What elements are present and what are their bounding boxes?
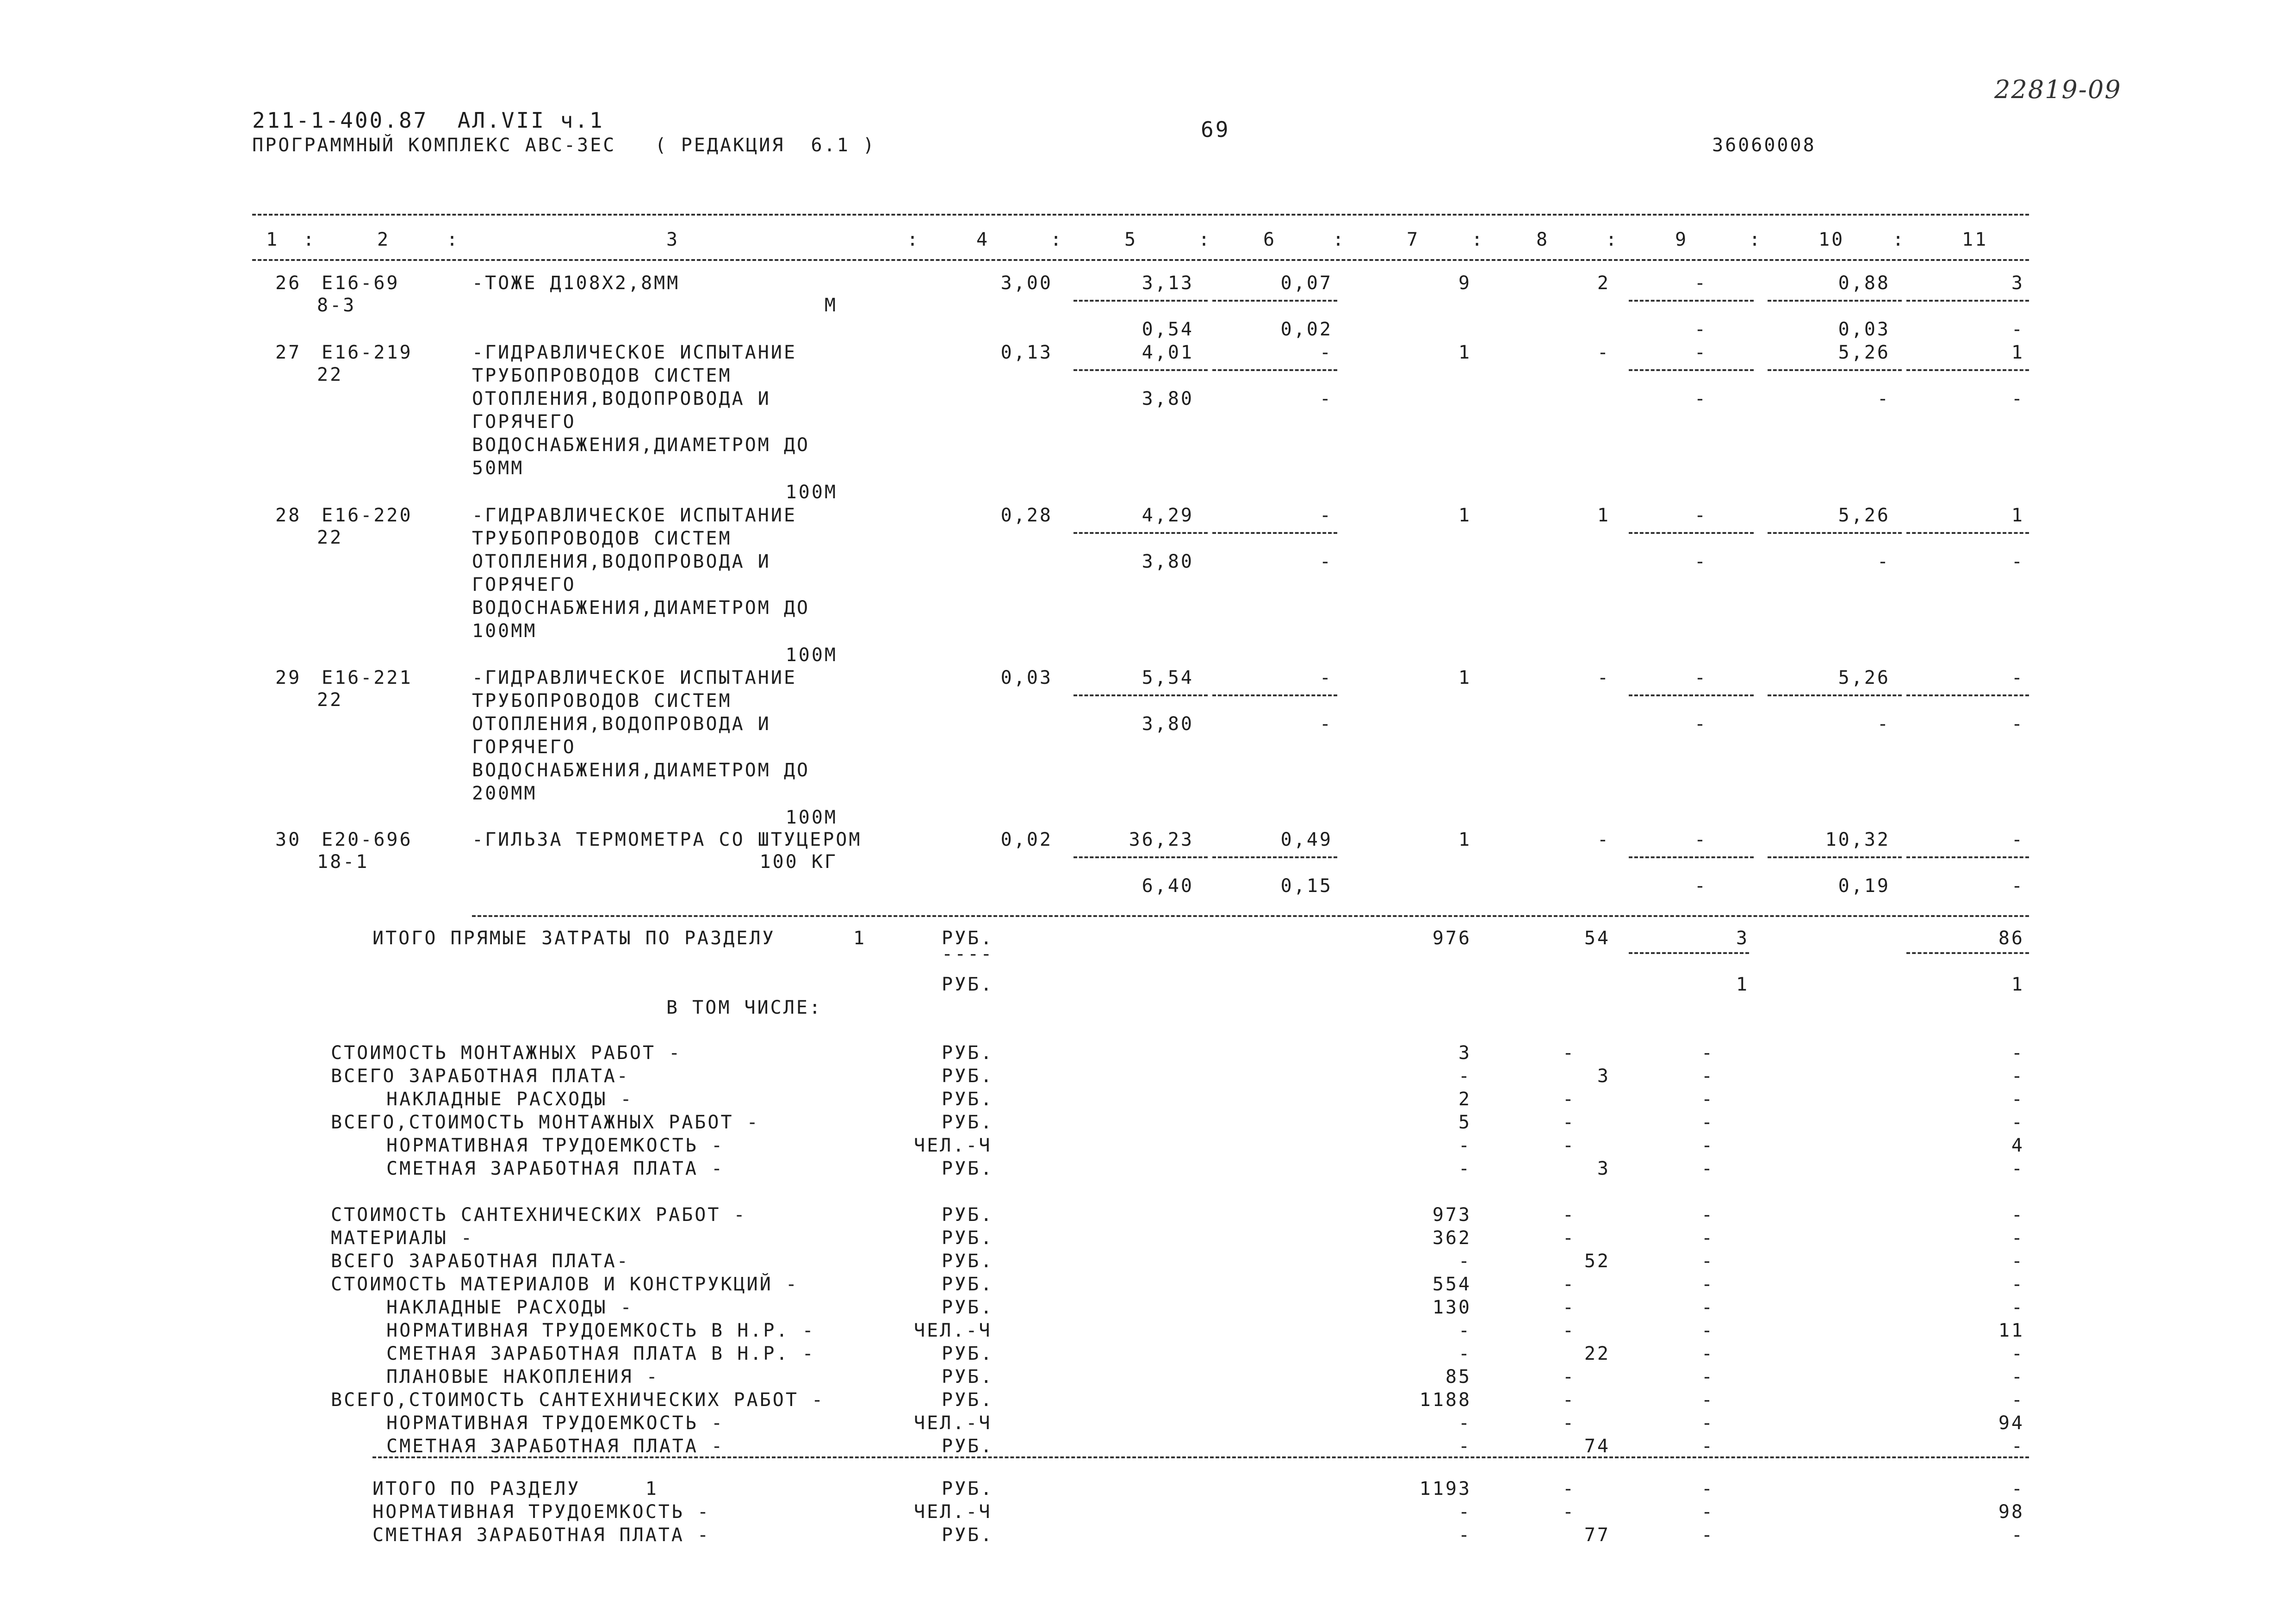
summary-col8: 22 xyxy=(1584,1343,1610,1364)
summary-label: СМЕТНАЯ ЗАРАБОТНАЯ ПЛАТА В Н.Р. - xyxy=(386,1343,815,1364)
final-unit: РУБ. xyxy=(942,1478,994,1499)
summary-col11: - xyxy=(2011,1389,2024,1411)
row-col6-value: - xyxy=(1319,667,1333,688)
row-col6-value: - xyxy=(1319,342,1333,363)
row-col8-value: 1 xyxy=(1597,505,1610,526)
row-subtotal-rule xyxy=(1629,856,1754,858)
row-col5-wage: 3,80 xyxy=(1142,713,1194,735)
row-col8-value: 2 xyxy=(1597,273,1610,294)
summary-label: НОРМАТИВНАЯ ТРУДОЕМКОСТЬ - xyxy=(386,1412,725,1434)
row-col5-value: 36,23 xyxy=(1129,829,1194,850)
column-header-18: 10 xyxy=(1818,229,1845,250)
page-number: 69 xyxy=(1201,117,1230,142)
summary-col7: 5 xyxy=(1458,1112,1471,1133)
summary-col11: - xyxy=(2011,1297,2024,1318)
summary-col8: - xyxy=(1562,1089,1576,1110)
column-header-3: : xyxy=(447,229,460,250)
summary-label: НАКЛАДНЫЕ РАСХОДЫ - xyxy=(386,1297,633,1318)
summary-unit: РУБ. xyxy=(942,1089,994,1110)
row-description-line: 100ММ xyxy=(472,620,537,642)
summary-col9: - xyxy=(1701,1065,1714,1087)
summary-col7: - xyxy=(1458,1436,1471,1457)
summary-col9: - xyxy=(1701,1320,1714,1341)
final-unit: РУБ. xyxy=(942,1524,994,1546)
summary-label: СТОИМОСТЬ МАТЕРИАЛОВ И КОНСТРУКЦИЙ - xyxy=(331,1274,799,1295)
direct-costs-rule xyxy=(1906,952,2029,954)
row-col6-wage: - xyxy=(1319,713,1333,735)
final-col8: 77 xyxy=(1584,1524,1610,1546)
column-header-2: 2 xyxy=(377,229,391,250)
column-header-9: : xyxy=(1198,229,1212,250)
final-col8: - xyxy=(1562,1478,1576,1499)
row-description-line: -ГИДРАВЛИЧЕСКОЕ ИСПЫТАНИЕ xyxy=(472,342,797,363)
summary-col7: - xyxy=(1458,1320,1471,1341)
column-header-16: 9 xyxy=(1675,229,1688,250)
row-quantity: 3,00 xyxy=(1000,273,1053,294)
row-col11-value: 3 xyxy=(2011,273,2024,294)
column-header-5: : xyxy=(907,229,920,250)
column-header-20: 11 xyxy=(1962,229,1988,250)
summary-unit: РУБ. xyxy=(942,1112,994,1133)
summary-col7: 1188 xyxy=(1419,1389,1471,1411)
row-col6-wage: - xyxy=(1319,551,1333,572)
row-subcode: 22 xyxy=(317,689,343,711)
row-code: Е16-220 xyxy=(322,505,413,526)
summary-col7: 3 xyxy=(1458,1042,1471,1064)
summary-label: СТОИМОСТЬ САНТЕХНИЧЕСКИХ РАБОТ - xyxy=(331,1204,747,1226)
row-col9-wage: - xyxy=(1694,319,1707,340)
summary-unit: РУБ. xyxy=(942,1366,994,1388)
summary-col11: - xyxy=(2011,1089,2024,1110)
summary-col9: - xyxy=(1701,1089,1714,1110)
row-col7-value: 1 xyxy=(1458,342,1471,363)
summary-col8: - xyxy=(1562,1366,1576,1388)
direct-costs-col9: 3 xyxy=(1736,928,1749,949)
row-subtotal-rule xyxy=(1074,369,1208,371)
including-label: В ТОМ ЧИСЛЕ: xyxy=(666,997,822,1018)
row-description-line: ОТОПЛЕНИЯ,ВОДОПРОВОДА И xyxy=(472,551,771,572)
header-rule-top xyxy=(252,214,2029,216)
summary-col9: - xyxy=(1701,1158,1714,1179)
summary-label: СМЕТНАЯ ЗАРАБОТНАЯ ПЛАТА - xyxy=(386,1436,725,1457)
row-col11-wage: - xyxy=(2011,713,2024,735)
summary-col8: - xyxy=(1562,1227,1576,1249)
row-col10-wage: - xyxy=(1877,713,1890,735)
column-header-8: 5 xyxy=(1124,229,1138,250)
summary-unit: РУБ. xyxy=(942,1297,994,1318)
row-subcode: 22 xyxy=(317,527,343,548)
summary-col7: 130 xyxy=(1432,1297,1471,1318)
direct-costs-col9-2: 1 xyxy=(1736,974,1749,995)
direct-costs-rule xyxy=(1629,952,1749,954)
row-col5-wage: 3,80 xyxy=(1142,388,1194,409)
row-col10-value: 10,32 xyxy=(1825,829,1890,850)
summary-col9: - xyxy=(1701,1204,1714,1226)
row-col11-value: 1 xyxy=(2011,342,2024,363)
summary-col11: 11 xyxy=(1998,1320,2024,1341)
program-title: ПРОГРАММНЫЙ КОМПЛЕКС АВС-3ЕС ( РЕДАКЦИЯ 6.1 ) xyxy=(252,135,876,156)
row-col9-value: - xyxy=(1694,829,1707,850)
row-subtotal-rule xyxy=(1906,532,2029,534)
row-subtotal-rule xyxy=(1212,369,1337,371)
final-col11: - xyxy=(2011,1524,2024,1546)
row-description-line: ГОРЯЧЕГО xyxy=(472,411,576,433)
summary-col11: - xyxy=(2011,1227,2024,1249)
summary-label: НАКЛАДНЫЕ РАСХОДЫ - xyxy=(386,1089,633,1110)
row-description-line: ВОДОСНАБЖЕНИЯ,ДИАМЕТРОМ ДО xyxy=(472,760,810,781)
column-header-12: 7 xyxy=(1407,229,1420,250)
row-subtotal-rule xyxy=(1768,856,1902,858)
direct-costs-col11-2: 1 xyxy=(2011,974,2024,995)
final-unit: ЧЕЛ.-Ч xyxy=(914,1501,992,1523)
section-rule xyxy=(472,915,2029,917)
row-col5-value: 4,29 xyxy=(1142,505,1194,526)
row-code: Е16-219 xyxy=(322,342,413,363)
summary-label: МАТЕРИАЛЫ - xyxy=(331,1227,474,1249)
row-subtotal-rule xyxy=(1074,532,1208,534)
summary-col8: 3 xyxy=(1597,1065,1610,1087)
summary-col7: 2 xyxy=(1458,1089,1471,1110)
summary-col11: - xyxy=(2011,1436,2024,1457)
row-col8-value: - xyxy=(1597,667,1610,688)
row-col9-wage: - xyxy=(1694,713,1707,735)
row-subtotal-rule xyxy=(1074,694,1208,696)
summary-col9: - xyxy=(1701,1343,1714,1364)
row-subtotal-rule xyxy=(1629,300,1754,302)
summary-unit: ЧЕЛ.-Ч xyxy=(914,1412,992,1434)
summary-col11: - xyxy=(2011,1366,2024,1388)
summary-unit: РУБ. xyxy=(942,1204,994,1226)
row-col7-value: 1 xyxy=(1458,829,1471,850)
row-subtotal-rule xyxy=(1906,694,2029,696)
row-number: 28 xyxy=(275,505,302,526)
row-number: 30 xyxy=(275,829,302,850)
handwritten-stamp: 22819-09 xyxy=(1994,75,2122,104)
summary-label: СТОИМОСТЬ МОНТАЖНЫХ РАБОТ - xyxy=(331,1042,682,1064)
row-quantity: 0,02 xyxy=(1000,829,1053,850)
row-description-line: 200ММ xyxy=(472,783,537,804)
summary-label: НОРМАТИВНАЯ ТРУДОЕМКОСТЬ В Н.Р. - xyxy=(386,1320,815,1341)
row-col9-value: - xyxy=(1694,342,1707,363)
summary-col11: - xyxy=(2011,1343,2024,1364)
row-description-line: ОТОПЛЕНИЯ,ВОДОПРОВОДА И xyxy=(472,388,771,409)
summary-col7: - xyxy=(1458,1412,1471,1434)
row-col10-value: 0,88 xyxy=(1838,273,1890,294)
row-code: Е16-221 xyxy=(322,667,413,688)
row-description-line: ТРУБОПРОВОДОВ СИСТЕМ xyxy=(472,690,732,712)
row-description-line: ГОРЯЧЕГО xyxy=(472,737,576,758)
direct-costs-col8: 54 xyxy=(1584,928,1610,949)
summary-col8: - xyxy=(1562,1042,1576,1064)
direct-costs-unit-2: РУБ. xyxy=(942,974,994,995)
row-col5-value: 5,54 xyxy=(1142,667,1194,688)
summary-label: ВСЕГО ЗАРАБОТНАЯ ПЛАТА- xyxy=(331,1065,630,1087)
row-subcode: 22 xyxy=(317,364,343,385)
row-subtotal-rule xyxy=(1212,300,1337,302)
summary-col9: - xyxy=(1701,1436,1714,1457)
document-code: 211-1-400.87 АЛ.VII ч.1 xyxy=(252,108,604,133)
summary-col7: - xyxy=(1458,1065,1471,1087)
summary-col9: - xyxy=(1701,1227,1714,1249)
column-header-17: : xyxy=(1749,229,1762,250)
summary-col11: - xyxy=(2011,1204,2024,1226)
summary-col11: - xyxy=(2011,1251,2024,1272)
summary-col8: 74 xyxy=(1584,1436,1610,1457)
summary-col7: 554 xyxy=(1432,1274,1471,1295)
row-col7-value: 1 xyxy=(1458,505,1471,526)
summary-unit: РУБ. xyxy=(942,1065,994,1087)
row-col10-value: 5,26 xyxy=(1838,505,1890,526)
final-col9: - xyxy=(1701,1478,1714,1499)
summary-col7: 973 xyxy=(1432,1204,1471,1226)
final-label: НОРМАТИВНАЯ ТРУДОЕМКОСТЬ - xyxy=(372,1501,711,1523)
column-header-6: 4 xyxy=(976,229,990,250)
summary-col9: - xyxy=(1701,1042,1714,1064)
summary-col11: - xyxy=(2011,1065,2024,1087)
row-col5-wage: 0,54 xyxy=(1142,319,1194,340)
row-subtotal-rule xyxy=(1629,532,1754,534)
row-description-line: ВОДОСНАБЖЕНИЯ,ДИАМЕТРОМ ДО xyxy=(472,434,810,456)
row-col6-wage: 0,02 xyxy=(1280,319,1333,340)
header-rule-bottom xyxy=(252,259,2029,261)
summary-unit: РУБ. xyxy=(942,1274,994,1295)
row-description-line: 50ММ xyxy=(472,458,524,479)
column-header-13: : xyxy=(1471,229,1485,250)
row-col6-value: 0,49 xyxy=(1280,829,1333,850)
row-col10-wage: 0,19 xyxy=(1838,875,1890,897)
summary-col7: - xyxy=(1458,1251,1471,1272)
row-col7-value: 9 xyxy=(1458,273,1471,294)
summary-label: ВСЕГО,СТОИМОСТЬ МОНТАЖНЫХ РАБОТ - xyxy=(331,1112,760,1133)
summary-col11: - xyxy=(2011,1274,2024,1295)
row-description-line: ТРУБОПРОВОДОВ СИСТЕМ xyxy=(472,365,732,386)
row-subcode: 8-3 xyxy=(317,295,356,316)
row-description-line: -ТОЖЕ Д108Х2,8ММ xyxy=(472,273,680,294)
summary-col8: - xyxy=(1562,1297,1576,1318)
row-col9-value: - xyxy=(1694,505,1707,526)
row-col6-value: - xyxy=(1319,505,1333,526)
row-subtotal-rule xyxy=(1906,369,2029,371)
row-col11-value: - xyxy=(2011,829,2024,850)
final-col9: - xyxy=(1701,1524,1714,1546)
row-col5-wage: 3,80 xyxy=(1142,551,1194,572)
summary-col7: - xyxy=(1458,1158,1471,1179)
summary-unit: РУБ. xyxy=(942,1251,994,1272)
row-subtotal-rule xyxy=(1906,300,2029,302)
summary-unit: РУБ. xyxy=(942,1158,994,1179)
row-col10-wage: - xyxy=(1877,388,1890,409)
final-col9: - xyxy=(1701,1501,1714,1523)
summary-col8: - xyxy=(1562,1274,1576,1295)
row-number: 29 xyxy=(275,667,302,688)
column-header-11: : xyxy=(1333,229,1346,250)
final-label: ИТОГО ПО РАЗДЕЛУ 1 xyxy=(372,1478,658,1499)
row-quantity: 0,28 xyxy=(1000,505,1053,526)
direct-costs-unit: РУБ. xyxy=(942,928,994,949)
final-col7: - xyxy=(1458,1501,1471,1523)
direct-costs-col11: 86 xyxy=(1998,928,2024,949)
row-subtotal-rule xyxy=(1768,300,1902,302)
row-number: 26 xyxy=(275,273,302,294)
row-col5-wage: 6,40 xyxy=(1142,875,1194,897)
final-col7: - xyxy=(1458,1524,1471,1546)
summary-col8: - xyxy=(1562,1204,1576,1226)
summary-col8: - xyxy=(1562,1112,1576,1133)
row-col8-value: - xyxy=(1597,829,1610,850)
summary-col7: - xyxy=(1458,1343,1471,1364)
row-subcode: 18-1 xyxy=(317,851,369,873)
row-col9-value: - xyxy=(1694,273,1707,294)
column-header-14: 8 xyxy=(1536,229,1550,250)
row-col9-wage: - xyxy=(1694,875,1707,897)
row-subtotal-rule xyxy=(1768,532,1902,534)
row-description-line: ТРУБОПРОВОДОВ СИСТЕМ xyxy=(472,528,732,549)
row-subtotal-rule xyxy=(1768,369,1902,371)
row-number: 27 xyxy=(275,342,302,363)
row-description-line: -ГИДРАВЛИЧЕСКОЕ ИСПЫТАНИЕ xyxy=(472,667,797,688)
final-section-rule xyxy=(372,1456,2029,1458)
summary-col8: - xyxy=(1562,1412,1576,1434)
row-col9-wage: - xyxy=(1694,388,1707,409)
column-header-4: 3 xyxy=(666,229,680,250)
summary-unit: ЧЕЛ.-Ч xyxy=(914,1135,992,1156)
row-col6-wage: 0,15 xyxy=(1280,875,1333,897)
summary-col11: - xyxy=(2011,1158,2024,1179)
summary-col9: - xyxy=(1701,1274,1714,1295)
column-header-19: : xyxy=(1893,229,1906,250)
summary-col11: - xyxy=(2011,1112,2024,1133)
row-quantity: 0,13 xyxy=(1000,342,1053,363)
direct-costs-col7: 976 xyxy=(1432,928,1471,949)
row-description-line: ВОДОСНАБЖЕНИЯ,ДИАМЕТРОМ ДО xyxy=(472,597,810,619)
row-subtotal-rule xyxy=(1212,532,1337,534)
row-col9-value: - xyxy=(1694,667,1707,688)
row-description-line: -ГИЛЬЗА ТЕРМОМЕТРА СО ШТУЦЕРОМ xyxy=(472,829,862,850)
summary-unit: ЧЕЛ.-Ч xyxy=(914,1320,992,1341)
row-subtotal-rule xyxy=(1906,856,2029,858)
summary-col9: - xyxy=(1701,1135,1714,1156)
row-col7-value: 1 xyxy=(1458,667,1471,688)
row-subtotal-rule xyxy=(1768,694,1902,696)
summary-col9: - xyxy=(1701,1389,1714,1411)
summary-col9: - xyxy=(1701,1297,1714,1318)
row-col10-wage: - xyxy=(1877,551,1890,572)
row-code: Е20-696 xyxy=(322,829,413,850)
summary-col7: 362 xyxy=(1432,1227,1471,1249)
row-col10-wage: 0,03 xyxy=(1838,319,1890,340)
final-col11: 98 xyxy=(1998,1501,2024,1523)
summary-label: ВСЕГО ЗАРАБОТНАЯ ПЛАТА- xyxy=(331,1251,630,1272)
final-col11: - xyxy=(2011,1478,2024,1499)
summary-col8: - xyxy=(1562,1135,1576,1156)
summary-col11: 94 xyxy=(1998,1412,2024,1434)
row-col11-wage: - xyxy=(2011,875,2024,897)
summary-label: ВСЕГО,СТОИМОСТЬ САНТЕХНИЧЕСКИХ РАБОТ - xyxy=(331,1389,825,1411)
row-subtotal-rule xyxy=(1212,694,1337,696)
row-description-line: ОТОПЛЕНИЯ,ВОДОПРОВОДА И xyxy=(472,713,771,735)
row-unit: 100 КГ xyxy=(759,851,838,873)
row-col11-wage: - xyxy=(2011,319,2024,340)
row-subtotal-rule xyxy=(1212,856,1337,858)
row-subtotal-rule xyxy=(1074,856,1208,858)
row-code: Е16-69 xyxy=(322,273,400,294)
row-subtotal-rule xyxy=(1074,300,1208,302)
row-unit: 100М xyxy=(785,482,838,503)
row-description-line: ГОРЯЧЕГО xyxy=(472,574,576,595)
row-col6-wage: - xyxy=(1319,388,1333,409)
final-col7: 1193 xyxy=(1419,1478,1471,1499)
row-subtotal-rule xyxy=(1629,369,1754,371)
column-header-1: : xyxy=(303,229,316,250)
row-unit: 100М xyxy=(785,807,838,828)
row-col10-value: 5,26 xyxy=(1838,667,1890,688)
column-header-7: : xyxy=(1050,229,1064,250)
row-col11-wage: - xyxy=(2011,388,2024,409)
summary-unit: РУБ. xyxy=(942,1436,994,1457)
row-col11-value: 1 xyxy=(2011,505,2024,526)
row-col11-wage: - xyxy=(2011,551,2024,572)
summary-unit: РУБ. xyxy=(942,1042,994,1064)
summary-label: ПЛАНОВЫЕ НАКОПЛЕНИЯ - xyxy=(386,1366,659,1388)
row-quantity: 0,03 xyxy=(1000,667,1053,688)
summary-col8: 52 xyxy=(1584,1251,1610,1272)
summary-col9: - xyxy=(1701,1112,1714,1133)
row-col6-value: 0,07 xyxy=(1280,273,1333,294)
summary-col8: 3 xyxy=(1597,1158,1610,1179)
summary-col11: - xyxy=(2011,1042,2024,1064)
row-unit: 100М xyxy=(785,644,838,666)
summary-unit: РУБ. xyxy=(942,1343,994,1364)
summary-unit: РУБ. xyxy=(942,1389,994,1411)
summary-label: СМЕТНАЯ ЗАРАБОТНАЯ ПЛАТА - xyxy=(386,1158,725,1179)
summary-col9: - xyxy=(1701,1412,1714,1434)
row-description-line: -ГИДРАВЛИЧЕСКОЕ ИСПЫТАНИЕ xyxy=(472,505,797,526)
summary-col7: 85 xyxy=(1445,1366,1471,1388)
document-id: 36060008 xyxy=(1712,135,1816,156)
final-label: СМЕТНАЯ ЗАРАБОТНАЯ ПЛАТА - xyxy=(372,1524,711,1546)
summary-label: НОРМАТИВНАЯ ТРУДОЕМКОСТЬ - xyxy=(386,1135,725,1156)
summary-col8: - xyxy=(1562,1389,1576,1411)
column-header-10: 6 xyxy=(1263,229,1277,250)
row-unit: М xyxy=(824,295,838,316)
row-col9-wage: - xyxy=(1694,551,1707,572)
summary-col8: - xyxy=(1562,1320,1576,1341)
row-col5-value: 4,01 xyxy=(1142,342,1194,363)
summary-col9: - xyxy=(1701,1366,1714,1388)
summary-col9: - xyxy=(1701,1251,1714,1272)
direct-costs-label: ИТОГО ПРЯМЫЕ ЗАТРАТЫ ПО РАЗДЕЛУ 1 xyxy=(372,928,867,949)
summary-col7: - xyxy=(1458,1135,1471,1156)
row-col8-value: - xyxy=(1597,342,1610,363)
direct-costs-unit-underline: ---- xyxy=(942,943,994,965)
column-header-0: 1 xyxy=(266,229,279,250)
row-col11-value: - xyxy=(2011,667,2024,688)
row-col10-value: 5,26 xyxy=(1838,342,1890,363)
column-header-15: : xyxy=(1606,229,1619,250)
summary-col11: 4 xyxy=(2011,1135,2024,1156)
row-col5-value: 3,13 xyxy=(1142,273,1194,294)
summary-unit: РУБ. xyxy=(942,1227,994,1249)
row-subtotal-rule xyxy=(1629,694,1754,696)
final-col8: - xyxy=(1562,1501,1576,1523)
